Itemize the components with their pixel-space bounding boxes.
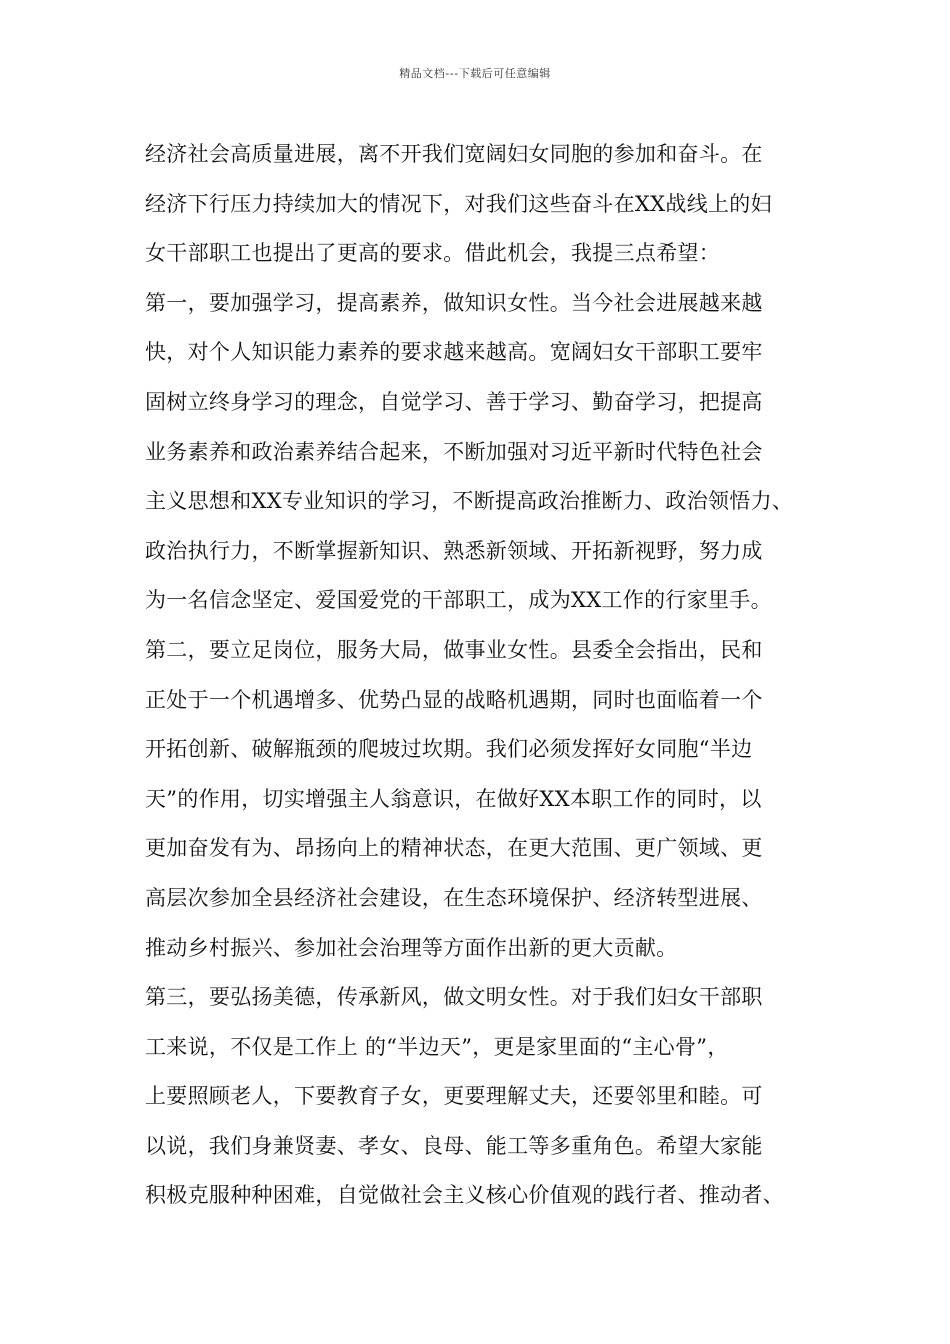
text-line: 推动乡村振兴、参加社会治理等方面作出新的更大贡献。 [145, 935, 678, 960]
text-line: 第一，要加强学习，提高素养，做知识女性。当今社会进展越来越 [145, 290, 763, 315]
page-header: 精品文档---下载后可任意编辑 [399, 67, 551, 80]
text-line: 天”的作用，切实增强主人翁意识，在做好XX本职工作的同时，以 [145, 786, 762, 811]
text-line: 正处于一个机遇增多、优势凸显的战略机遇期，同时也面临着一个 [145, 687, 763, 712]
text-line: 经济社会高质量进展，离不开我们宽阔妇女同胞的参加和奋斗。在 [145, 142, 763, 166]
text-line: 工来说，不仅是工作上 的“半边天”，更是家里面的“主心骨”， [145, 1034, 729, 1059]
text-line: 第三，要弘扬美德，传承新风，做文明女性。对于我们妇女干部职 [145, 985, 763, 1010]
text-line: 积极克服种种困难，自觉做社会主义核心价值观的践行者、推动者、 [145, 1183, 784, 1208]
text-line: 第二，要立足岗位，服务大局，做事业女性。县委全会指出，民和 [145, 637, 763, 662]
body-text [145, 130, 835, 1221]
text-line: 上要照顾老人，下要教育子女，更要理解丈夫，还要邻里和睦。可 [145, 1084, 763, 1109]
text-line: 快，对个人知识能力素养的要求越来越高。宽阔妇女干部职工要牢 [145, 340, 763, 365]
text-line: 业务素养和政治素养结合起来，不断加强对习近平新时代特色社会 [145, 439, 763, 464]
text-line: 更加奋发有为、昂扬向上的精神状态，在更大范围、更广领域、更 [145, 836, 763, 861]
text-line: 开拓创新、破解瓶颈的爬坡过坎期。我们必须发挥好女同胞“半边 [145, 737, 753, 762]
text-line: 以说，我们身兼贤妻、孝女、良母、能工等多重角色。希望大家能 [145, 1133, 763, 1158]
text-line: 为一名信念坚定、爱国爱党的干部职工，成为XX工作的行家里手。 [145, 588, 772, 613]
text-line: 高层次参加全县经济社会建设，在生态环境保护、经济转型进展、 [145, 885, 763, 910]
text-line: 主义思想和XX专业知识的学习，不断提高政治推断力、政治领悟力、 [145, 489, 794, 514]
text-line: 固树立终身学习的理念，自觉学习、善于学习、勤奋学习，把提高 [145, 389, 763, 414]
text-line: 女干部职工也提出了更高的要求。借此机会，我提三点希望： [145, 241, 721, 266]
text-line: 政治执行力，不断掌握新知识、熟悉新领域、开拓新视野，努力成 [145, 538, 763, 563]
text-line: 经济下行压力持续加大的情况下，对我们这些奋斗在XX战线上的妇 [145, 191, 772, 216]
